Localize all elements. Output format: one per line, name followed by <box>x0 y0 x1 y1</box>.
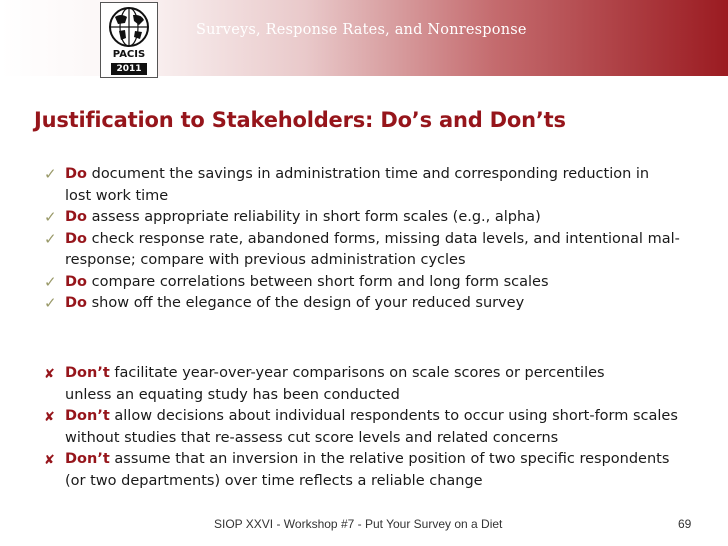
list-item <box>44 207 704 229</box>
bullet-text: assume that an inversion in the relative position of two specific respondents <box>114 451 670 467</box>
cross-icon: ✘ <box>44 410 55 425</box>
logo-text: PACIS <box>112 49 146 60</box>
bullet-text: response; compare with previous administration cycles <box>65 252 466 268</box>
list-item <box>44 449 704 492</box>
bullet-text: allow decisions about individual respondents to occur using short-form scales <box>114 408 678 424</box>
dont-list <box>44 363 704 492</box>
list-item <box>44 363 704 406</box>
globe-icon <box>105 5 153 49</box>
bullet-keyword: Don’t <box>65 451 110 467</box>
bullet-text: lost work time <box>65 187 169 204</box>
bullet-keyword: Do <box>65 209 87 225</box>
checkmark-icon: ✓ <box>44 165 57 183</box>
checkmark-icon: ✓ <box>44 229 57 248</box>
cross-icon: ✘ <box>44 453 55 468</box>
list-item <box>44 272 704 294</box>
list-item <box>44 293 704 315</box>
bullet-text: without studies that re-assess cut score levels and related concerns <box>65 429 559 446</box>
bullet-text: unless an equating study has been conducted <box>65 386 400 403</box>
list-item <box>44 164 704 207</box>
bullet-text: assess appropriate reliability in short form scales (e.g., alpha) <box>91 209 541 225</box>
bullet-keyword: Do <box>65 166 87 182</box>
header-title: Surveys, Response Rates, and Nonresponse <box>196 22 527 38</box>
bullet-text: check response rate, abandoned forms, missing data levels, and intentional mal- <box>91 230 680 247</box>
bullet-keyword: Do <box>65 295 87 311</box>
cross-icon: ✘ <box>44 367 55 382</box>
bullet-keyword: Do <box>65 273 87 290</box>
page-number: 69 <box>678 517 692 531</box>
bullet-text: document the savings in administration time and corresponding reduction in <box>91 166 650 182</box>
bullet-text: show off the elegance of the design of your reduced survey <box>91 295 525 311</box>
slide-title: Justification to Stakeholders: Do’s and Don’ts <box>34 108 566 132</box>
checkmark-icon: ✓ <box>44 272 57 291</box>
list-item <box>44 229 704 272</box>
bullet-text: facilitate year-over-year comparisons on scale scores or percentiles <box>114 365 605 381</box>
logo-year: 2011 <box>111 63 147 75</box>
bullet-text: (or two departments) over time reflects a reliable change <box>65 472 483 489</box>
footer-text: SIOP XXVI - Workshop #7 - Put Your Survey on a Diet <box>214 517 503 531</box>
checkmark-icon: ✓ <box>44 208 57 226</box>
list-item <box>44 406 704 449</box>
bullet-keyword: Don’t <box>65 365 110 381</box>
bullet-text: compare correlations between short form and long form scales <box>91 273 549 290</box>
checkmark-icon: ✓ <box>44 294 57 312</box>
pacis-logo <box>100 2 158 78</box>
bullet-keyword: Don’t <box>65 408 110 424</box>
bullet-keyword: Do <box>65 230 87 247</box>
do-list <box>44 164 704 315</box>
